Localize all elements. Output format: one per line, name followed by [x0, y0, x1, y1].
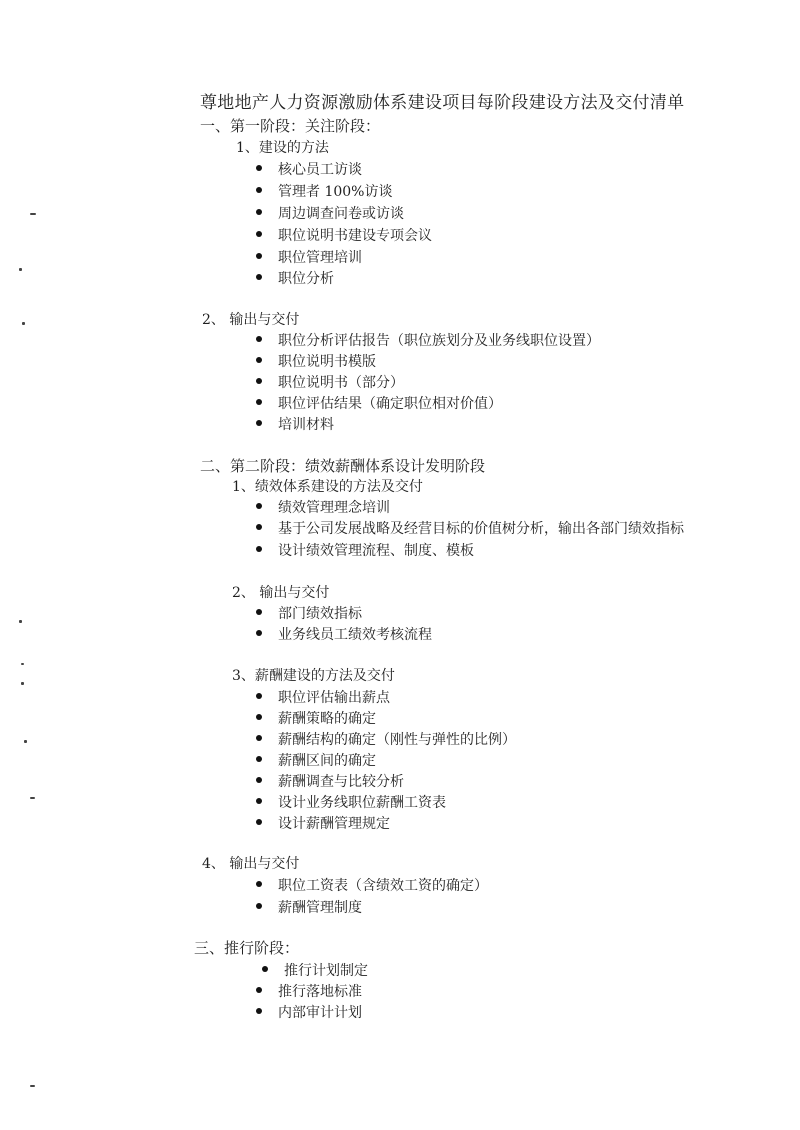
list-item: 基于公司发展战略及经营目标的价值树分析，输出各部门绩效指标 — [278, 518, 684, 538]
scan-mark — [19, 620, 22, 623]
list-item: 绩效管理理念培训 — [278, 497, 390, 517]
stage2-sec2-label: 2、 输出与交付 — [232, 585, 330, 601]
stage2-heading: 二、第二阶段：绩效薪酬体系设计发明阶段 — [200, 457, 486, 475]
list-item: 职位分析评估报告（职位族划分及业务线职位设置） — [278, 330, 600, 350]
scan-mark — [30, 1085, 35, 1087]
list-item: 管理者 100%访谈 — [278, 181, 392, 201]
list-item: 设计绩效管理流程、制度、模板 — [278, 540, 474, 560]
list-item: 内部审计计划 — [278, 1002, 362, 1022]
list-item: 职位工资表（含绩效工资的确定） — [278, 875, 488, 895]
scan-mark — [21, 663, 24, 665]
document-title: 尊地地产人力资源激励体系建设项目每阶段建设方法及交付清单 — [200, 93, 685, 113]
list-item: 薪酬调查与比较分析 — [278, 771, 404, 791]
scan-mark — [30, 213, 36, 215]
list-item: 职位说明书模版 — [278, 351, 376, 371]
stage2-sec4-label: 4、 输出与交付 — [202, 856, 300, 872]
list-item: 设计薪酬管理规定 — [278, 813, 390, 833]
list-item: 薪酬结构的确定（刚性与弹性的比例） — [278, 729, 516, 749]
list-item: 推行落地标准 — [278, 981, 362, 1001]
list-item: 职位说明书建设专项会议 — [278, 225, 432, 245]
stage1-sec2-label: 2、 输出与交付 — [202, 312, 300, 328]
scan-mark — [22, 322, 25, 325]
stage1-sec1-label: 1、建设的方法 — [236, 140, 329, 156]
stage1-heading: 一、第一阶段：关注阶段： — [200, 117, 381, 135]
scan-mark — [30, 797, 35, 799]
list-item: 培训材料 — [278, 414, 334, 434]
list-item: 职位管理培训 — [278, 247, 362, 267]
stage3-heading: 三、推行阶段： — [194, 939, 300, 957]
list-item: 薪酬策略的确定 — [278, 708, 376, 728]
scan-mark — [21, 682, 24, 685]
stage2-sec3-label: 3、薪酬建设的方法及交付 — [232, 668, 395, 684]
list-item: 设计业务线职位薪酬工资表 — [278, 792, 446, 812]
list-item: 部门绩效指标 — [278, 603, 362, 623]
list-item: 核心员工访谈 — [278, 159, 362, 179]
list-item: 职位说明书（部分） — [278, 372, 404, 392]
stage2-sec1-label: 1、绩效体系建设的方法及交付 — [232, 479, 423, 495]
list-item: 职位分析 — [278, 268, 334, 288]
list-item: 薪酬管理制度 — [278, 897, 362, 917]
list-item: 薪酬区间的确定 — [278, 750, 376, 770]
scan-mark — [19, 268, 22, 271]
scan-mark — [24, 740, 27, 743]
list-item: 职位评估输出薪点 — [278, 687, 390, 707]
list-item: 周边调查问卷或访谈 — [278, 203, 404, 223]
list-item: 职位评估结果（确定职位相对价值） — [278, 393, 502, 413]
list-item: 推行计划制定 — [284, 960, 368, 980]
list-item: 业务线员工绩效考核流程 — [278, 624, 432, 644]
